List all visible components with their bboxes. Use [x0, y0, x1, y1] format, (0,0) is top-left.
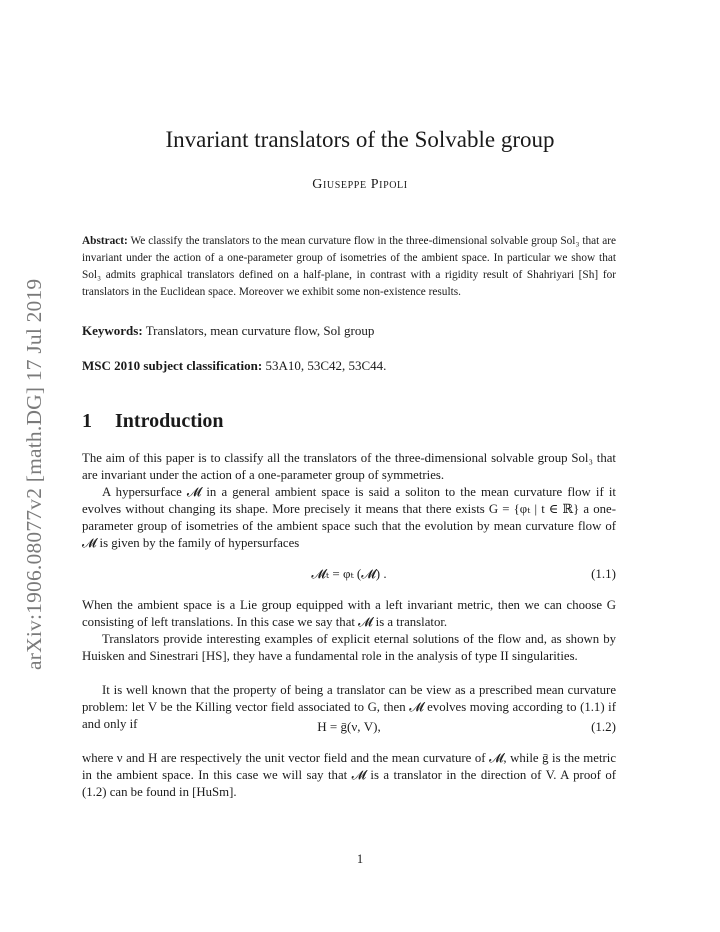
equation-body: H = ḡ(ν, V), — [317, 719, 381, 734]
msc-label: MSC 2010 subject classification: — [82, 358, 263, 373]
equation-1-2 — [82, 719, 616, 737]
author-name: Giuseppe Pipoli — [312, 177, 408, 192]
equation-body: 𝓜ₜ = φₜ (𝓜) . — [311, 566, 387, 581]
equation-number: (1.1) — [591, 566, 616, 581]
paragraph-intro: The aim of this paper is to classify all the translators of the three-dimensional solvable group Sol₃ that are invariant under the action of a one-parameter group of symmetries. — [82, 451, 616, 482]
equation-number: (1.2) — [591, 719, 616, 734]
equation-1-1 — [82, 566, 616, 584]
section-title: Introduction — [115, 410, 224, 432]
paragraph-metric: where ν and H are respectively the unit vector field and the mean curvature of 𝓜, while ḡ is the metric in the ambient space. In this case we will say that 𝓜 is a translator in the direction of V. A proof of (1.2) can be found in [HuSm]. — [82, 751, 616, 799]
abstract — [82, 233, 616, 301]
keywords-label: Keywords: — [82, 323, 143, 338]
paragraph-killing-field: It is well known that the property of being a translator can be view as a prescribed mean curvature problem: let V be the Killing vector field associated to G, then 𝓜 evolves moving according to (1.1) if and only if — [82, 683, 616, 731]
paragraph-lie-group: When the ambient space is a Lie group equipped with a left invariant metric, then we can choose G consisting of left translations. In this case we say that 𝓜 is a translator. — [82, 598, 616, 629]
msc-text: 53A10, 53C42, 53C44. — [265, 358, 387, 373]
keywords-text: Translators, mean curvature flow, Sol group — [145, 323, 375, 338]
keywords — [82, 322, 616, 340]
paper-title: Invariant translators of the Solvable group — [165, 127, 555, 152]
abstract-label: Abstract: — [82, 235, 128, 247]
paragraph-soliton: A hypersurface 𝓜 in a general ambient space is said a soliton to the mean curvature flow if it evolves without changing its shape. More precisely it means that there exists G = {φₜ | t ∈ ℝ} a one-parameter group of isometries of the ambient space such that the evolution by mean curvature flow of 𝓜 is given by the family of hypersurfaces — [82, 485, 616, 550]
arxiv-identifier-stamp: arXiv:1906.08077v2 [math.DG] 17 Jul 2019 — [22, 278, 46, 670]
msc-classification — [82, 357, 616, 375]
section-heading — [82, 410, 224, 433]
page-number: 1 — [356, 852, 364, 866]
section-number: 1 — [82, 410, 92, 432]
paragraph-eternal-solutions: Translators provide interesting examples of explicit eternal solutions of the flow and, as shown by Huisken and Sinestrari [HS], they have a fundamental role in the analysis of type II singularities. — [82, 632, 616, 663]
abstract-text: We classify the translators to the mean curvature flow in the three-dimensional solvable group Sol₃ that are invariant under the action of a one-parameter group of isometries of the ambient space. In particular we show that Sol₃ admits graphical translators defined on a half-plane, in contrast with a rigidity result of Shahriyari [Sh] for translators in the Euclidean space. Moreover we exhibit some non-existence results. — [82, 235, 616, 298]
